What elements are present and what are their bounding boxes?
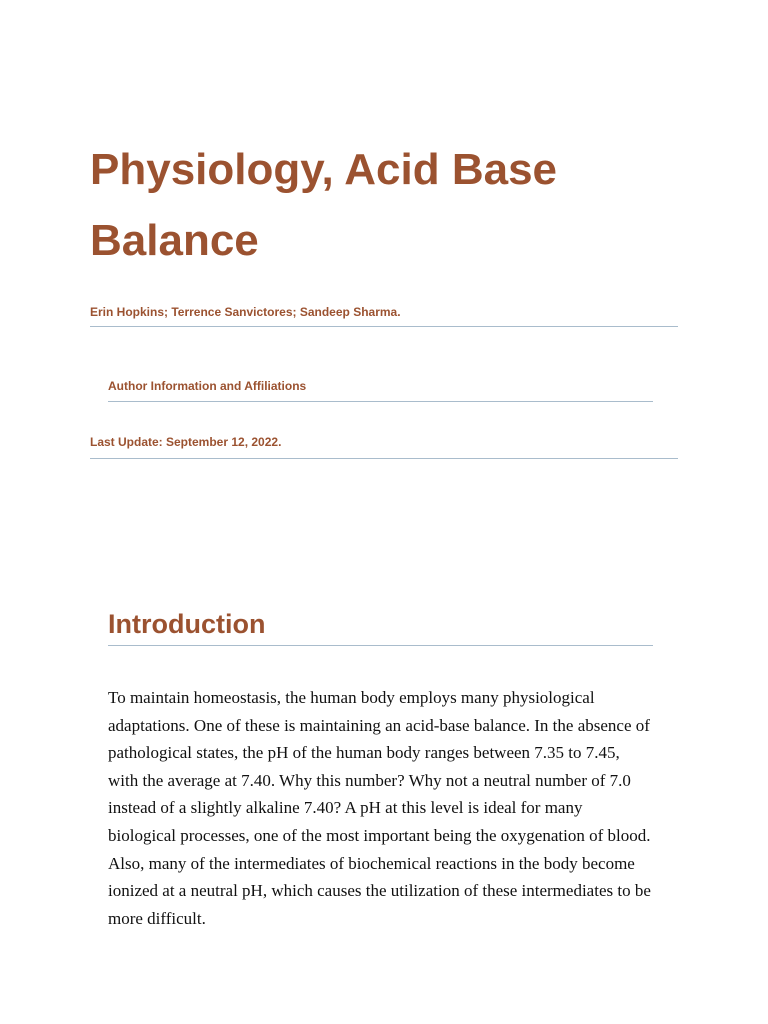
article-title: Physiology, Acid Base Balance	[90, 145, 558, 265]
last-update-date: Last Update: September 12, 2022.	[90, 435, 678, 459]
author-information-link[interactable]: Author Information and Affiliations	[108, 379, 653, 402]
author-list: Erin Hopkins; Terrence Sanvictores; Sandeep Sharma.	[90, 305, 678, 327]
introduction-heading: Introduction	[108, 608, 653, 646]
introduction-paragraph: To maintain homeostasis, the human body employs many physiological adaptations. One of these is maintaining an acid-base balance. In the absence of pathological states, the pH of the human body ranges between 7.35 to 7.45, with the average at 7.40. Why this number? Why not a neutral number of 7.0 instead of a slightly alkaline 7.40? A pH at this level is ideal for many biological processes, one of the most important being the oxygenation of blood. Also, many of the intermediates of biochemical reactions in the body become ionized at a neutral pH, which causes the utilization of these intermediates to be more difficult.	[108, 688, 651, 928]
